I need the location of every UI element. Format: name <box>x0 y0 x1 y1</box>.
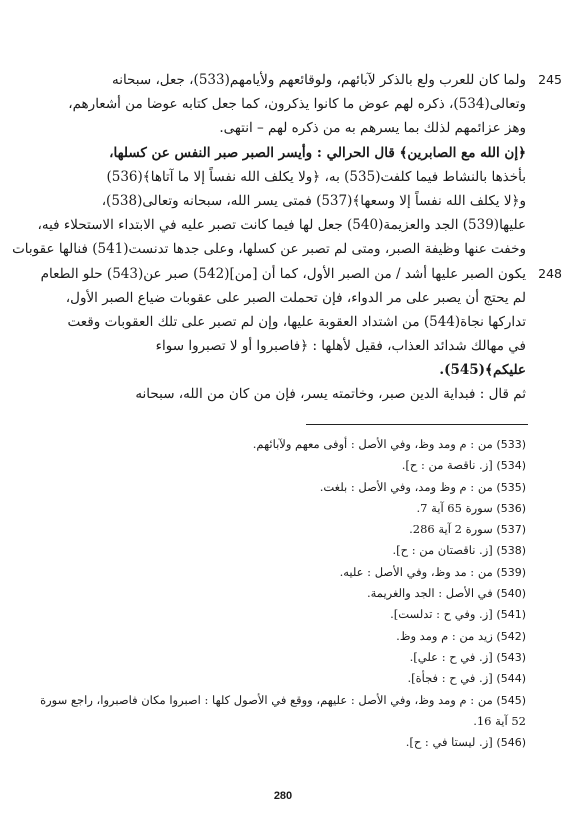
text-line <box>36 165 526 189</box>
manuscript-page-marker: 245 <box>538 72 562 87</box>
page-number: 280 <box>273 790 293 802</box>
footnote <box>36 732 526 753</box>
footnote-number: (537) <box>496 523 526 537</box>
line-text: في مهالك شدائد العذاب، فقيل لأهلها : ﴿فاصبروا أو لا تصبروا سواء <box>155 338 526 355</box>
footnote <box>36 540 526 561</box>
text-line <box>36 92 526 116</box>
footnote-text: [ز. وفي ح : تدلست]. <box>390 607 493 622</box>
line-text: ﴿إن الله مع الصابرين﴾ قال الحرالي : وأيسر الصبر صبر النفس عن كسلها، <box>109 144 526 161</box>
footnote <box>36 626 526 647</box>
text-line <box>36 189 526 213</box>
text-line <box>36 334 526 358</box>
footnote-number: (543) <box>496 650 526 664</box>
footnote <box>36 498 526 519</box>
footnote-number: (546) <box>496 736 526 750</box>
footnote-text: [ز. ليستا في : ح]. <box>405 735 493 750</box>
main-text <box>12 68 562 407</box>
footnote-text: [ز. ناقصة من : ح]. <box>401 458 493 473</box>
line-text: عليها(539) الجد والعزيمة(540) جعل لها فيما كانت تصبر عليه في الابتداء الاستحلاء فيه، <box>37 217 526 234</box>
line-text: ثم قال : فبداية الدين صبر، وخاتمته يسر، فإن من كان من الله، سبحانه <box>135 386 526 403</box>
line-text: عليكم﴾(545). <box>439 362 526 379</box>
footnote-number: (535) <box>496 480 526 494</box>
text-line <box>36 358 526 382</box>
footnote-text: [ز. في ح : فجأة]. <box>407 671 493 686</box>
footnote <box>36 562 526 583</box>
footnote <box>36 690 526 733</box>
footnote-number: (533) <box>496 438 526 451</box>
text-line <box>36 286 526 310</box>
footnote-number: (534) <box>496 459 526 473</box>
line-text: بأخذها بالنشاط فيما كلفت(535) به، ﴿ولا يكلف الله نفساً إلا ما آتاها﴾(536) <box>106 168 526 185</box>
text-line <box>36 310 526 334</box>
line-text: وتعالى(534)، ذكره لهم عوض ما كانوا يذكرون، كما جعل كتابه عوضا من أشعارهم، <box>68 96 526 113</box>
footnote-number: (545) <box>496 693 526 707</box>
footnote-number: (544) <box>496 672 526 686</box>
footnote-text: من : م وظ ومد، وفي الأصل : بلغت. <box>319 479 493 494</box>
footnote-text: في الأصل : الجد والغريمة. <box>366 586 493 601</box>
line-text: تداركها نجاة(544) من اشتداد العقوبة عليها، وإن لم تصبر على تلك العقوبات وقعت <box>67 313 526 330</box>
text-line <box>36 382 526 406</box>
footnote-text: زيد من : م ومد وظ. <box>396 628 493 643</box>
footnote-number: (539) <box>496 565 526 579</box>
line-text: و﴿لا يكلف الله نفساً إلا وسعها﴾(537) فمتى يسر الله، سبحانه وتعالى(538)، <box>101 192 526 209</box>
line-text: لم يحتج أن يصبر على مر الدواء، فإن تحملت الصبر على عقوبات ضياع الصبر الأول، <box>65 289 526 306</box>
text-line <box>36 141 526 165</box>
footnote-text: من : م ومد وظ، وفي الأصل : أوفى معهم ولآبائهم. <box>252 437 493 451</box>
footnote <box>36 455 526 476</box>
line-text: وخفت عنها وظيفة الصبر، ومتى لم تصبر عن كسلها، وعلى جدها تدنست(541) فنالها عقوبات <box>12 241 526 258</box>
footnote <box>36 647 526 668</box>
text-line <box>36 68 562 92</box>
footnote-text: [ز. في ح : علي]. <box>409 649 493 664</box>
footnote-text: من : مد وظ، وفي الأصل : عليه. <box>339 564 493 579</box>
footnote-text: سورة 2 آية 286. <box>409 522 493 537</box>
footnote-number: (536) <box>496 501 526 515</box>
footnote-text: من : م ومد وظ، وفي الأصل : عليهم، ووقع في الأصول كلها : اصبروا مكان فاصبروا، راجع سورة 52 آية 16. <box>40 692 526 728</box>
footnote-number: (538) <box>496 544 526 558</box>
text-line <box>12 237 526 261</box>
manuscript-page-marker: 248 <box>538 265 562 281</box>
footnote <box>36 477 526 498</box>
footnote <box>36 519 526 540</box>
footnote-number: (540) <box>496 587 526 601</box>
text-line <box>36 213 526 237</box>
footnote-number: (541) <box>496 608 526 622</box>
footnote-text: سورة 65 آية 7. <box>416 500 493 515</box>
footnote <box>36 604 526 625</box>
text-line <box>36 116 526 140</box>
footnote <box>36 583 526 604</box>
footnote-text: [ز. ناقصتان من : ح]. <box>392 543 493 558</box>
footnote-number: (542) <box>496 629 526 643</box>
footnote <box>36 668 526 689</box>
line-text: ولما كان للعرب ولع بالذكر لآبائهم، ولوقائعهم ولأيامهم(533)، جعل، سبحانه <box>111 72 526 88</box>
footnote-divider <box>306 424 528 425</box>
line-text: يكون الصبر عليها أشد / من الصبر الأول، كما أن [من](542) صبر عن(543) حلو الطعام <box>40 265 526 282</box>
text-line <box>36 262 562 286</box>
line-text: وهز عزائمهم لذلك بما يسرهم به من ذكره لهم – انتهى. <box>219 120 526 137</box>
footnotes <box>36 434 526 753</box>
footnote <box>36 434 526 455</box>
